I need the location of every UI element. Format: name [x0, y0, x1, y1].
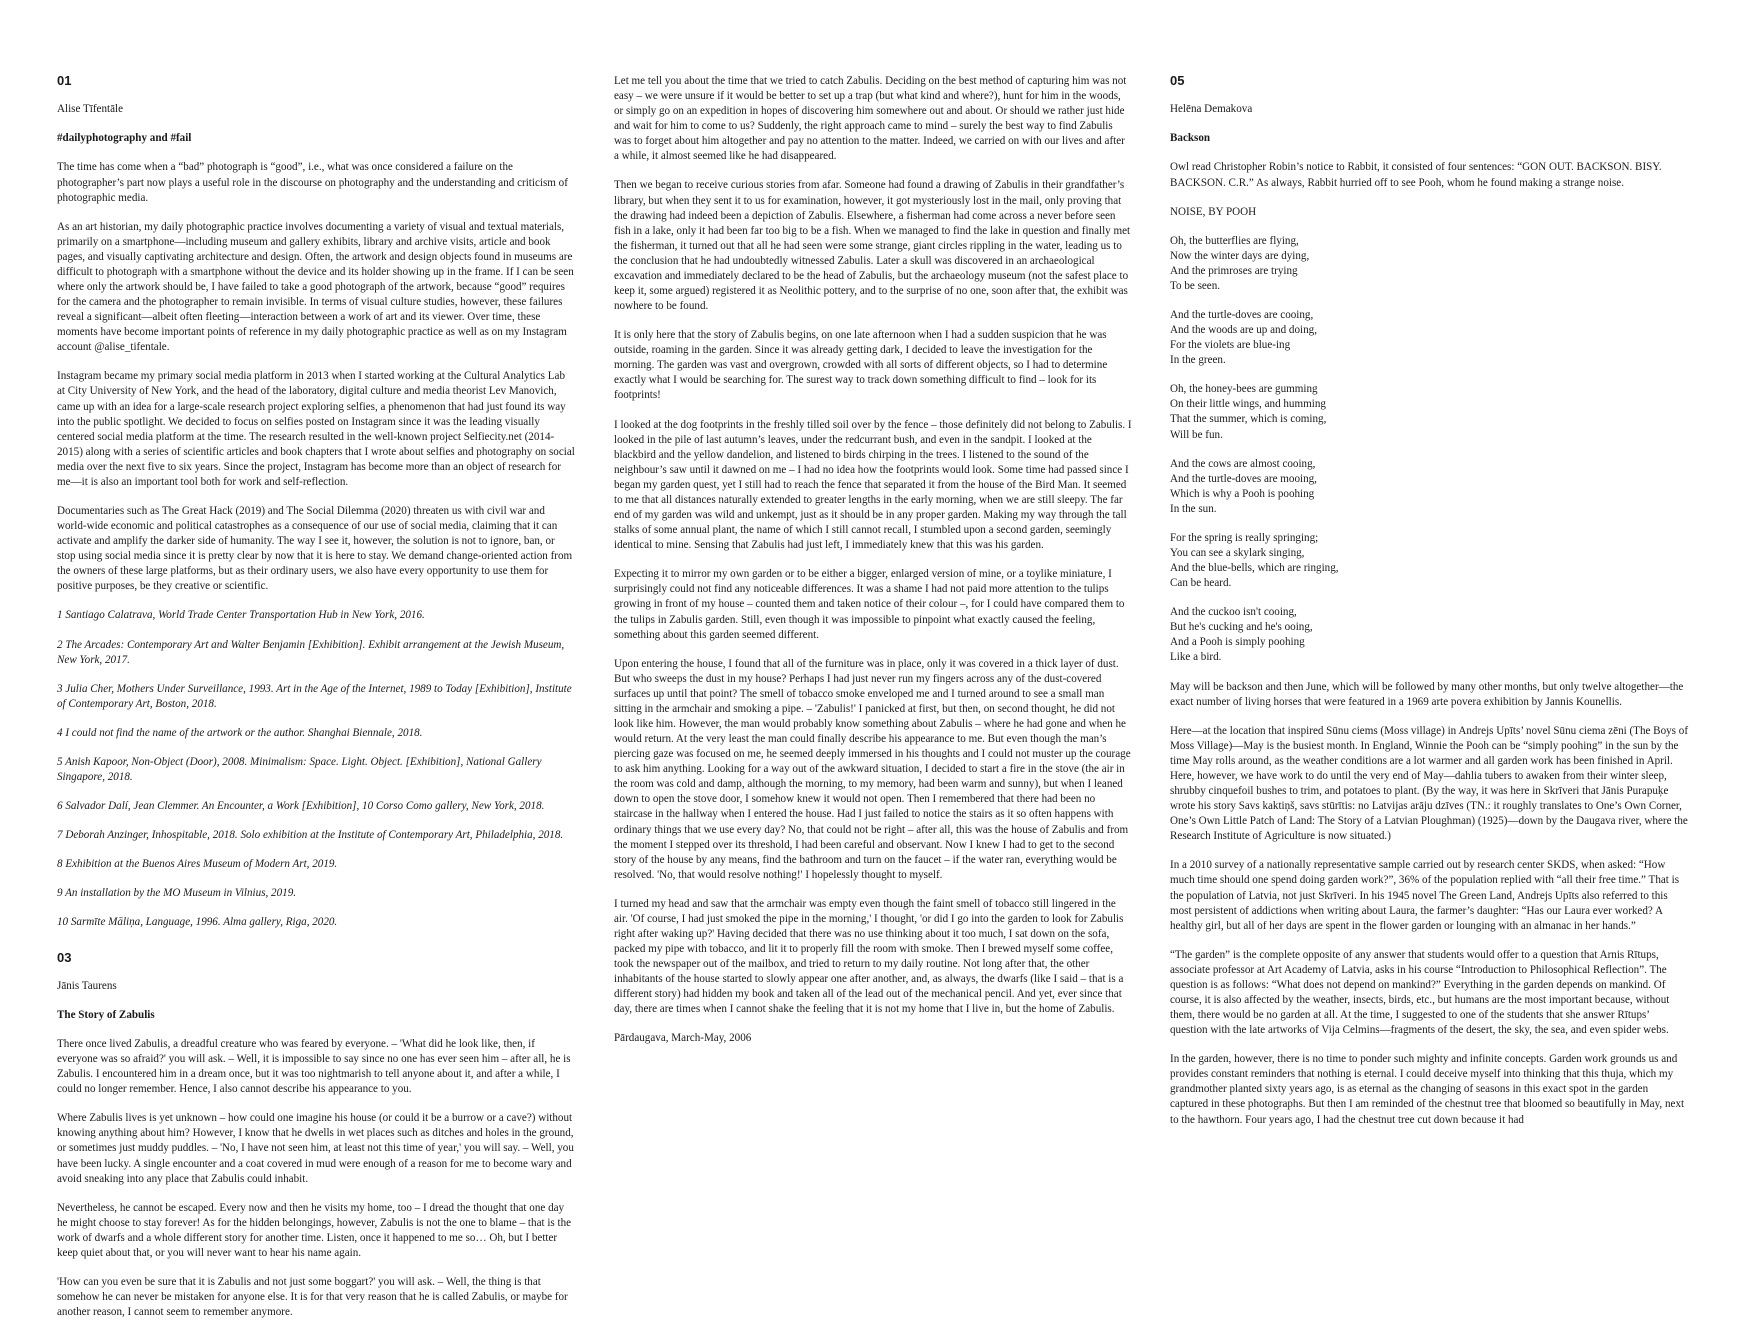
poem-line: In the green.: [1170, 354, 1226, 367]
poem-line: And the turtle-doves are cooing,: [1170, 309, 1314, 321]
poem-line: And the cows are almost cooing,: [1170, 457, 1316, 470]
poem-stanza: [1170, 605, 1688, 665]
column-left: [57, 74, 575, 1334]
paragraph: Then we began to receive curious stories from afar. Someone had found a drawing of Zabulis in their grandfather’s library, but when they sent it to us for examination, however, it got mysteriously lost in the mail, only proving that the drawing had indeed been a depiction of Zabulis. Elsewhere, a fisherman had come across a never before seen fish in a lake, only it had been far too big to be a fish. When we managed to find the lake in question and finally met the fisherman, it turned out that all he had seen were some strange, giant circles rippling in the water, leading us to the conclusion that he had undoubtedly witnessed Zabulis. Later a skull was discovered in an archaeological excavation and immediately declared to be the head of Zabulis, but the archaeology museum (not the safest place to keep it, some argued) registered it as Neolithic pottery, and to the surprise of no one, soon after that, the exhibit was nowhere to be found.: [614, 179, 1131, 313]
paragraph: I looked at the dog footprints in the freshly tilled soil over by the fence – those definitely did not belong to Zabulis. I looked in the pile of last autumn’s leaves, under the redcurrant bush, and even in the sandpit. I looked at the blackbird and the yellow dandelion, and listened to birds chirping in the trees. I listened to the sound of the neighbour’s saw until it dawned on me – I had no idea how the footprints would look. Some time had passed since I began my garden quest, yet I still had to reach the fence that separated it from the house of the Bird Man. It seemed to me that all distances naturally extended to greater lengths in the early morning, when we are still sleepy. The far end of my garden was wild and unkempt, just as it should be in any proper garden. Making my way through the tall stalks of some annual plant, the name of which I still cannot recall, I stumbled upon a second garden, seemingly identical to mine. Sensing that Zabulis had just left, I immediately knew that this was his garden.: [614, 418, 1132, 552]
paragraph: Where Zabulis lives is yet unknown – how could one imagine his house (or could it be a burrow or a cave?) without knowing anything about him? However, I know that he dwells in wet places such as ditches and holes in the ground, or sometimes just muddy puddles. – 'No, I have not seen him, at least not this time of year,' you will say. – Well, you have been lucky. A single encounter and a coat covered in mud were enough of a reason for me to become wary and avoid sneaking into any place that Zabulis could inhabit.: [57, 1112, 574, 1185]
poem-line: Will be fun.: [1170, 428, 1223, 441]
poem-line: On their little wings, and humming: [1170, 398, 1326, 411]
paragraph: Nevertheless, he cannot be escaped. Every now and then he visits my home, too – I dread the thought that one day he might choose to stay forever! As for the hidden belongings, however, Zabulis is not the one to blame – that is the work of dwarfs and a whole different story for another time. Listen, once it happened to me so… Oh, but I better keep quiet about that, or you will never want to hear his name again.: [57, 1201, 572, 1259]
poem-stanza: [1170, 382, 1688, 442]
poem-line: For the spring is really springing;: [1170, 531, 1319, 544]
place-date-signature: Pārdaugava, March-May, 2006: [614, 1032, 752, 1045]
poem-line: And the woods are up and doing,: [1170, 324, 1317, 337]
poem-line: Can be heard.: [1170, 577, 1232, 590]
author-name: Helēna Demakova: [1170, 103, 1253, 116]
poem-stanza: [1170, 457, 1688, 517]
footnote: 6 Salvador Dalí, Jean Clemmer. An Encounter, a Work [Exhibition], 10 Corso Como gallery, New York, 2018.: [57, 800, 545, 813]
paragraph: It is only here that the story of Zabulis begins, on one late afternoon when I had a sudden suspicion that he was outside, roaming in the garden. Since it was already getting dark, I decided to leave the investigation for the morning. The garden was vast and overgrown, crowded with all sorts of different objects, so I had to determine exactly what I would be searching for. The surest way to track down something difficult to find – look for its footprints!: [614, 329, 1108, 402]
paragraph: Expecting it to mirror my own garden or to be either a bigger, enlarged version of mine, or a toylike miniature, I surprisingly could not find any noticeable differences. It was a shame I had not paid more attention to the tulips growing in front of my house – counted them and taken notice of their colour –, for I could have compared them to the tulips in Zabulis garden. Still, even though it was impossible to pinpoint what exactly caused the feeling, something about this garden seemed different.: [614, 568, 1125, 641]
poem-title: NOISE, BY POOH: [1170, 205, 1257, 218]
poem-line: And a Pooh is simply poohing: [1170, 636, 1305, 649]
footnote: 1 Santiago Calatrava, World Trade Center Transportation Hub in New York, 2016.: [57, 609, 425, 622]
poem-stanza: [1170, 308, 1688, 368]
poem-line: But he's cucking and he's ooing,: [1170, 621, 1313, 634]
poem-line: To be seen.: [1170, 279, 1221, 292]
poem-line: In the sun.: [1170, 502, 1217, 515]
poem-line: Which is why a Pooh is poohing: [1170, 487, 1315, 500]
author-name: Jānis Taurens: [57, 979, 117, 992]
paragraph: Documentaries such as The Great Hack (2019) and The Social Dilemma (2020) threaten us with civil war and world-wide economic and political catastrophes as a consequence of our use of social media, claiming that it can activate and amplify the darker side of humanity. The way I see it, however, the solution is not to ignore, ban, or stop using social media since it is pretty clear by now that it is here to stay. We demand change-oriented action from the owners of these large platforms, but as their ordinary users, we also have every opportunity to use them for positive purposes, be they creative or scientific.: [57, 505, 573, 593]
section-number-05: 05: [1170, 73, 1185, 88]
footnote: 9 An installation by the MO Museum in Vilnius, 2019.: [57, 887, 297, 900]
paragraph: In a 2010 survey of a nationally representative sample carried out by research center SKDS, when asked: “How much time should one spend doing garden work?”, 36% of the population replied with “all their free time.” That is the population of Latvia, not just Skrīveri. In his 1945 novel The Green Land, Andrejs Upīts also referred to this most persistent of addictions when writing about Laura, the farmer’s daughter: “Has our Laura ever worked? A healthy girl, but all of her days are spent in the flower garden or lounging with an almanac in her hands.”: [1170, 859, 1680, 932]
paragraph: I turned my head and saw that the armchair was empty even though the faint smell of tobacco still lingered in the air. 'Of course, I had just smoked the pipe in the morning,' I thought, 'or did I go into the garden to look for Zabulis right after waking up?' Having decided that there was no use thinking about it too much, I sat down on the sofa, packed my pipe with tobacco, and lit it to properly fill the room with smoke. Then I brewed myself some coffee, took the newspaper out of the mailbox, and tried to return to my daily routine. Not long after that, the other inhabitants of the house started to slowly appear one after another, and, as always, the dwarfs (like I said – that is a different story) had hidden my book and taken all of the lead out of the mechanical pencil. And yet, ever since that day, there are times when I cannot shake the feeling that it is not my home that I live in, but the home of Zabulis.: [614, 897, 1124, 1016]
column-right: [1170, 74, 1688, 1142]
footnote: 5 Anish Kapoor, Non-Object (Door), 2008. Minimalism: Space. Light. Object. [Exhibition], National Gallery Singapore, 2018.: [57, 755, 542, 784]
paragraph: Instagram became my primary social media platform in 2013 when I started working at the Cultural Analytics Lab at City University of New York, and the head of the laboratory, digital culture and media theorist Lev Manovich, came up with an idea for a large-scale research project exploring selfies, a phenomenon that had just found its way into the public spotlight. We decided to focus on selfies posted on Instagram since it was the leading visually centered social media platform at the time. The research resulted in the well-known project Selfiecity.net (2014-2015) along with a series of scientific articles and book chapters that I wrote about selfies and photography on social media over the next five to six years. Since the project, Instagram has become more than an object of research for me—it is also an important tool both for work and self-reflection.: [57, 370, 575, 488]
paragraph: As an art historian, my daily photographic practice involves documenting a variety of visual and textual materials, primarily on a smartphone—including museum and gallery exhibits, library and archive visits, article and book pages, and visually captivating architecture and design. Often, the artwork and design objects found in museums are difficult to photograph with a smartphone without the device and its holder showing up in the frame. If I can be seen where only the artwork should be, I have failed to take a good photograph of the artwork, because “good” requires for the camera and the photographer to remain invisible. In terms of visual culture studies, however, these failures reveal a significant—albeit often fleeting—interaction between a work of art and its viewer. Over time, these moments have become important points of reference in my daily photographic practice as well as on my Instagram account @alise_tifentale.: [57, 220, 574, 354]
poem-line: For the violets are blue-ing: [1170, 339, 1291, 352]
footnote: 7 Deborah Anzinger, Inhospitable, 2018. Solo exhibition at the Institute of Contemporary Art, Philadelphia, 2018.: [57, 829, 564, 842]
footnote: 3 Julia Cher, Mothers Under Surveillance, 1993. Art in the Age of the Internet, 1989 to Today [Exhibition], Institute of Contemporary Art, Boston, 2018.: [57, 682, 572, 710]
poem-line: And the cuckoo isn't cooing,: [1170, 606, 1297, 619]
footnote: 10 Sarmīte Māliņa, Language, 1996. Alma gallery, Riga, 2020.: [57, 916, 338, 929]
paragraph: Upon entering the house, I found that all of the furniture was in place, only it was covered in a thick layer of dust. But who sweeps the dust in my house? Perhaps I had just never run my fingers across any of the dust-covered surfaces up until that point? The smell of tobacco smoke enveloped me and I turned around to see a small man sitting in the armchair and smoking a pipe. – 'Zabulis!' I panicked at first, but then, on second thought, he did not look like him. However, the man would probably know something about Zabulis – where he had gone and when he would return. At the very least the man could finally describe his appearance to me. But even though the man’s piercing gaze was focused on me, he seemed deeply immersed in his thoughts and I could not muster up the courage to ask him anything. Looking for a way out of the awkward situation, I decided to start a fire in the stove (the air in the room was cold and damp, although the morning, to my memory, had been warm and sunny), but when I leaned down to open the stove door, I somehow knew it would not open. Then I remembered that there had been no staircase in the hallway when I entered the house. Had I just failed to notice the stairs as it so often happens with ordinary things that we use every day? No, that could not be right – after all, this was the house of Zabulis and from the moment I stepped over its threshold, I had been careful and observant. Now I knew I had to get to the second story of the house by any means, find the bathroom and turn on the faucet – if the water ran, everything would be resolved. 'No, that would resolve nothing!' I hopelessly thought to myself.: [614, 657, 1131, 881]
poem-line: And the primroses are trying: [1170, 264, 1298, 277]
column-middle: [614, 74, 1132, 1061]
paragraph: The time has come when a “bad” photograph is “good”, i.e., what was once considered a failure on the photographer’s part now plays a useful role in the discourse on photography and the understanding and criticism of photographic media.: [57, 161, 568, 204]
footnote: 2 The Arcades: Contemporary Art and Walter Benjamin [Exhibition]. Exhibit arrangement at the Jewish Museum, New York, 2017.: [57, 638, 565, 666]
footnotes: [57, 608, 575, 930]
poem-line: And the turtle-doves are mooing,: [1170, 472, 1317, 485]
poem-line: Oh, the butterflies are flying,: [1170, 234, 1299, 247]
paragraph: May will be backson and then June, which will be followed by many other months, but only twelve altogether—the exact number of living horses that were featured in a 1969 arte povera exhibition by Jannis Kounellis.: [1170, 680, 1684, 708]
poem-stanza: [1170, 234, 1688, 294]
section-title: The Story of Zabulis: [57, 1008, 155, 1021]
paragraph: Here—at the location that inspired Sūnu ciems (Moss village) in Andrejs Upīts’ novel Sūnu ciema zēni (The Boys of Moss Village)—May is the busiest month. In England, Winnie the Pooh can be “simply poohing” in the sun by the time May rolls around, as the weather conditions are a lot warmer and all garden work has been finished in April. Here, however, we have work to do until the very end of May—dahlia tubers to awaken from their winter sleep, shrubby cinquefoil bushes to trim, and potatoes to plant. (By the way, it was here in Skrīveri that Jānis Purapuķe wrote his story Savs kaktiņš, savs stūrītis: no Latvijas arāju dzīves (TN.: it roughly translates to One’s Own Corner, One’s Own Little Patch of Land: The Story of a Latvian Ploughman) (1925)—down by the Daugava river, where the Research Institute of Agriculture is now situated.): [1170, 724, 1689, 843]
footnote: 8 Exhibition at the Buenos Aires Museum of Modern Art, 2019.: [57, 858, 338, 871]
paragraph: There once lived Zabulis, a dreadful creature who was feared by everyone. – 'What did he look like, then, if everyone was so afraid?' you will ask. – Well, it is impossible to say since no one has ever seen him – after all, he is Zabulis. I encountered him in a dream once, but it was too nightmarish to tell anyone about it, and after a while, I could no longer remember. Hence, I also cannot describe his appearance to you.: [57, 1037, 571, 1096]
poem-stanza: [1170, 531, 1688, 591]
poem-line: Like a bird.: [1170, 651, 1222, 664]
paragraph: “The garden” is the complete opposite of any answer that students would offer to a question that Arnis Rītups, associate professor at Art Academy of Latvia, asks in his course “Introduction to Philosophical Reflection”. The question is as follows: “What does not depend on mankind?” Everything in the garden depends on mankind. Of course, it is also affected by the weather, insects, birds, etc., but humans are the most important because, without them, there would be no garden at all. At the time, I suggested to one of the students that she answer Rītups’ question with the late artworks of Vija Celmins—fragments of the desert, the sky, the sea, and even spider webs.: [1170, 948, 1670, 1037]
section-number-01: 01: [57, 73, 72, 88]
paragraph: Let me tell you about the time that we tried to catch Zabulis. Deciding on the best method of capturing him was not easy – we were unsure if it would be better to set up a trap (but what kind and where?), hunt for him in the woods, or simply go on an expedition in hopes of discovering him somewhere out and about. Or should we rather just hide and wait for him to come to us? Suddenly, the right approach came to mind – surely the best way to find Zabulis was to forget about him altogether and pay no attention to the matter. Indeed, we carried on with our lives and after a while, it almost seemed like he had disappeared.: [614, 75, 1127, 163]
paragraph: 'How can you even be sure that it is Zabulis and not just some boggart?' you will ask. – Well, the thing is that somehow he can never be mistaken for anyone else. It is for that very reason that he is called Zabulis, or maybe for another reason, I cannot seem to remember anymore.: [57, 1275, 568, 1319]
poem-line: And the blue-bells, which are ringing,: [1170, 562, 1339, 575]
section-title: #dailyphotography and #fail: [57, 132, 192, 145]
section-number-03: 03: [57, 949, 72, 965]
poem-line: That the summer, which is coming,: [1170, 413, 1327, 426]
section-title: Backson: [1170, 132, 1211, 145]
paragraph: Owl read Christopher Robin’s notice to Rabbit, it consisted of four sentences: “GON OUT. BACKSON. BISY. BACKSON. C.R.” As always, Rabbit hurried off to see Pooh, whom he found making a strange noise.: [1170, 161, 1662, 189]
poem-line: You can see a skylark singing,: [1170, 547, 1305, 560]
paragraph: In the garden, however, there is no time to ponder such mighty and infinite concepts. Garden work grounds us and provides constant reminders that nothing is eternal. I could deceive myself into thinking that this thuja, which my grandmother planted sixty years ago, is as eternal as the changing of seasons in this exact spot in the garden captured in these photographs. But then I am reminded of the chestnut tree that bloomed so beautifully in May, next to the hawthorn. Four years ago, I had the chestnut tree cut down because it had: [1170, 1053, 1685, 1126]
poem-line: Oh, the honey-bees are gumming: [1170, 383, 1318, 396]
poem-line: Now the winter days are dying,: [1170, 249, 1310, 262]
author-name: Alise Tīfentāle: [57, 103, 124, 116]
footnote: 4 I could not find the name of the artwork or the author. Shanghai Biennale, 2018.: [57, 726, 423, 739]
